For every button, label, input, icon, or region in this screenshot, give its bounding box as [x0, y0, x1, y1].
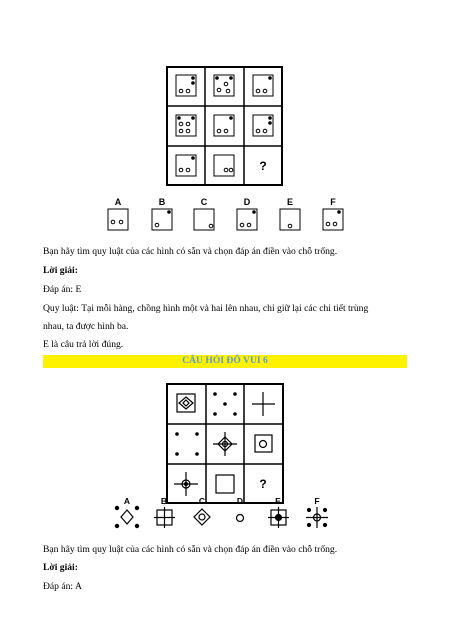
option-d-label: D — [243, 197, 251, 207]
puzzle-5-cell-2-1 — [176, 115, 196, 136]
puzzle-5-question-mark: ? — [259, 159, 267, 173]
option-d-label: D — [236, 496, 244, 506]
puzzle-6-cell-3-2 — [216, 475, 234, 493]
puzzle-5-cell-3-2 — [214, 155, 234, 176]
option-b-label: B — [160, 496, 168, 506]
puzzle-6-cell-2-3 — [255, 435, 272, 452]
option-a-label: A — [123, 496, 131, 506]
option-d-figure — [237, 515, 244, 522]
conclusion-text: E là câu trả lời đúng. — [43, 339, 124, 350]
option-c-label: C — [198, 496, 206, 506]
option-e-label: E — [286, 197, 294, 207]
option-a-label: A — [114, 197, 122, 207]
puzzle-6-cell-2-2 — [213, 432, 237, 456]
question-prompt-2: Bạn hãy tìm quy luật của các hình có sẵn và chọn đáp án điền vào chỗ trống. — [43, 544, 338, 555]
section-banner: CÂU HỎI ĐỐ VUI 6 — [43, 355, 407, 368]
solution-label-2: Lời giải: — [43, 562, 78, 573]
puzzle-6-options — [124, 496, 320, 506]
option-f-figure — [306, 507, 328, 528]
puzzle-6-cell-1-1 — [177, 394, 195, 412]
question-prompt: Bạn hãy tìm quy luật của các hình có sẵn và chọn đáp án điền vào chỗ trống. — [43, 246, 338, 257]
rule-line-2: nhau, ta được hình ba. — [43, 321, 129, 332]
puzzle-6-cell-1-3 — [252, 392, 275, 416]
puzzle-5-cell-2-2 — [214, 115, 234, 136]
option-b-figure — [152, 209, 172, 230]
option-f-label: F — [330, 197, 336, 207]
option-f-label: F — [314, 496, 320, 506]
puzzle-5-cell-1-3 — [253, 75, 273, 96]
option-e-label: E — [275, 496, 281, 506]
option-c-label: C — [200, 197, 208, 207]
puzzle-5-figure — [0, 0, 450, 240]
answer-text: Đáp án: E — [43, 284, 82, 295]
option-b-label: B — [158, 197, 166, 207]
rule-line-1: Quy luật: Tại mỗi hàng, chồng hình một và hai lên nhau, chỉ giữ lại các chi tiết trùng — [43, 303, 369, 314]
puzzle-6-cell-3-1 — [174, 472, 198, 496]
puzzle-5-cell-1-2 — [214, 75, 234, 96]
puzzle-6-cell-2-1 — [175, 432, 199, 456]
puzzle-5-cell-2-3 — [253, 115, 273, 136]
option-d-figure — [237, 209, 257, 230]
option-e-figure — [280, 209, 300, 230]
option-a-figure — [115, 506, 138, 527]
option-f-figure — [323, 209, 343, 230]
puzzle-5-cell-3-1 — [176, 155, 196, 176]
answer-text-2: Đáp án: A — [43, 581, 82, 592]
puzzle-5-cell-1-1 — [176, 75, 196, 96]
puzzle-5-options — [115, 197, 337, 207]
option-c-figure — [194, 209, 214, 230]
puzzle-6-cell-1-2 — [213, 392, 237, 416]
option-b-figure — [154, 507, 175, 528]
solution-label: Lời giải: — [43, 265, 78, 276]
option-e-figure — [268, 507, 289, 528]
puzzle-6-question-mark: ? — [259, 477, 267, 491]
option-a-figure — [108, 209, 128, 230]
option-c-figure — [194, 509, 210, 525]
puzzle-6-figure — [0, 370, 450, 540]
